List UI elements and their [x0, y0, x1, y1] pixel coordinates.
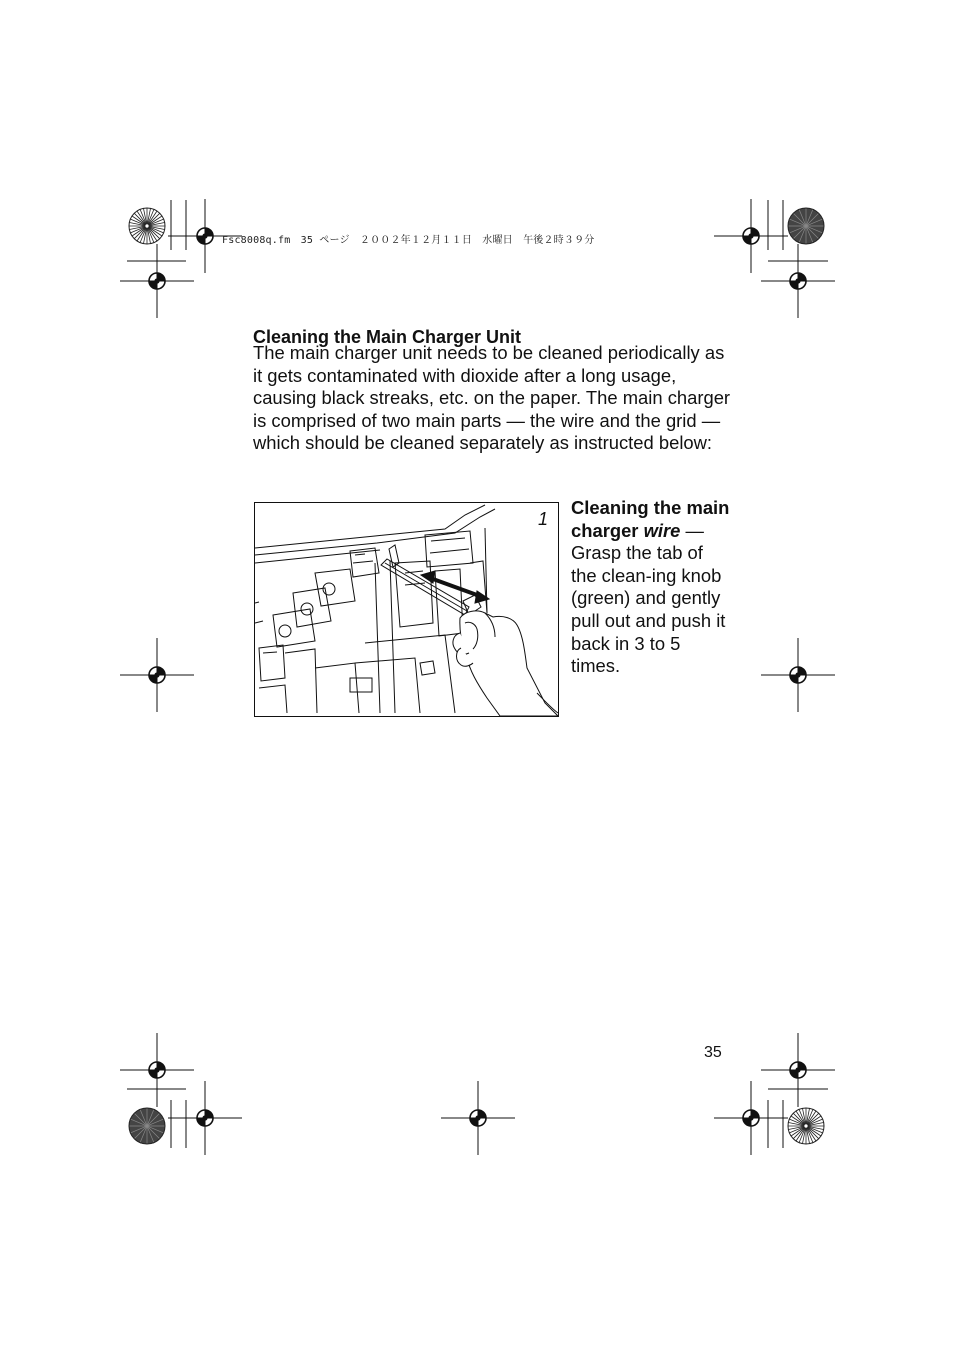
machine-illustration	[255, 503, 558, 716]
step-heading: Cleaning the main charger	[571, 497, 730, 541]
intro-paragraph: The main charger unit needs to be cleaned periodically as it gets contaminated with dioxide after a long usage, causing black streaks, etc. on the paper. The main charger is comprised of two main parts — the wire and the grid — which should be cleaned separately as instructed below:	[253, 342, 731, 454]
page-number: 35	[704, 1044, 722, 1061]
print-header-slug: Fsc8008q.fm 35 ページ ２００２年１２月１１日 水曜日 午後２時３９分	[222, 235, 595, 246]
illustration-cleaning-charger-wire	[254, 502, 559, 717]
figure-step-number: 1	[537, 509, 548, 529]
step-keyword: wire	[643, 519, 681, 541]
section-title: Cleaning the Main Charger Unit	[253, 326, 522, 347]
step-body: — Grasp the tab of the clean-ing knob (green) and gently pull out and push it back in 3 to 5 times.	[571, 519, 726, 677]
step-instruction	[571, 497, 731, 678]
